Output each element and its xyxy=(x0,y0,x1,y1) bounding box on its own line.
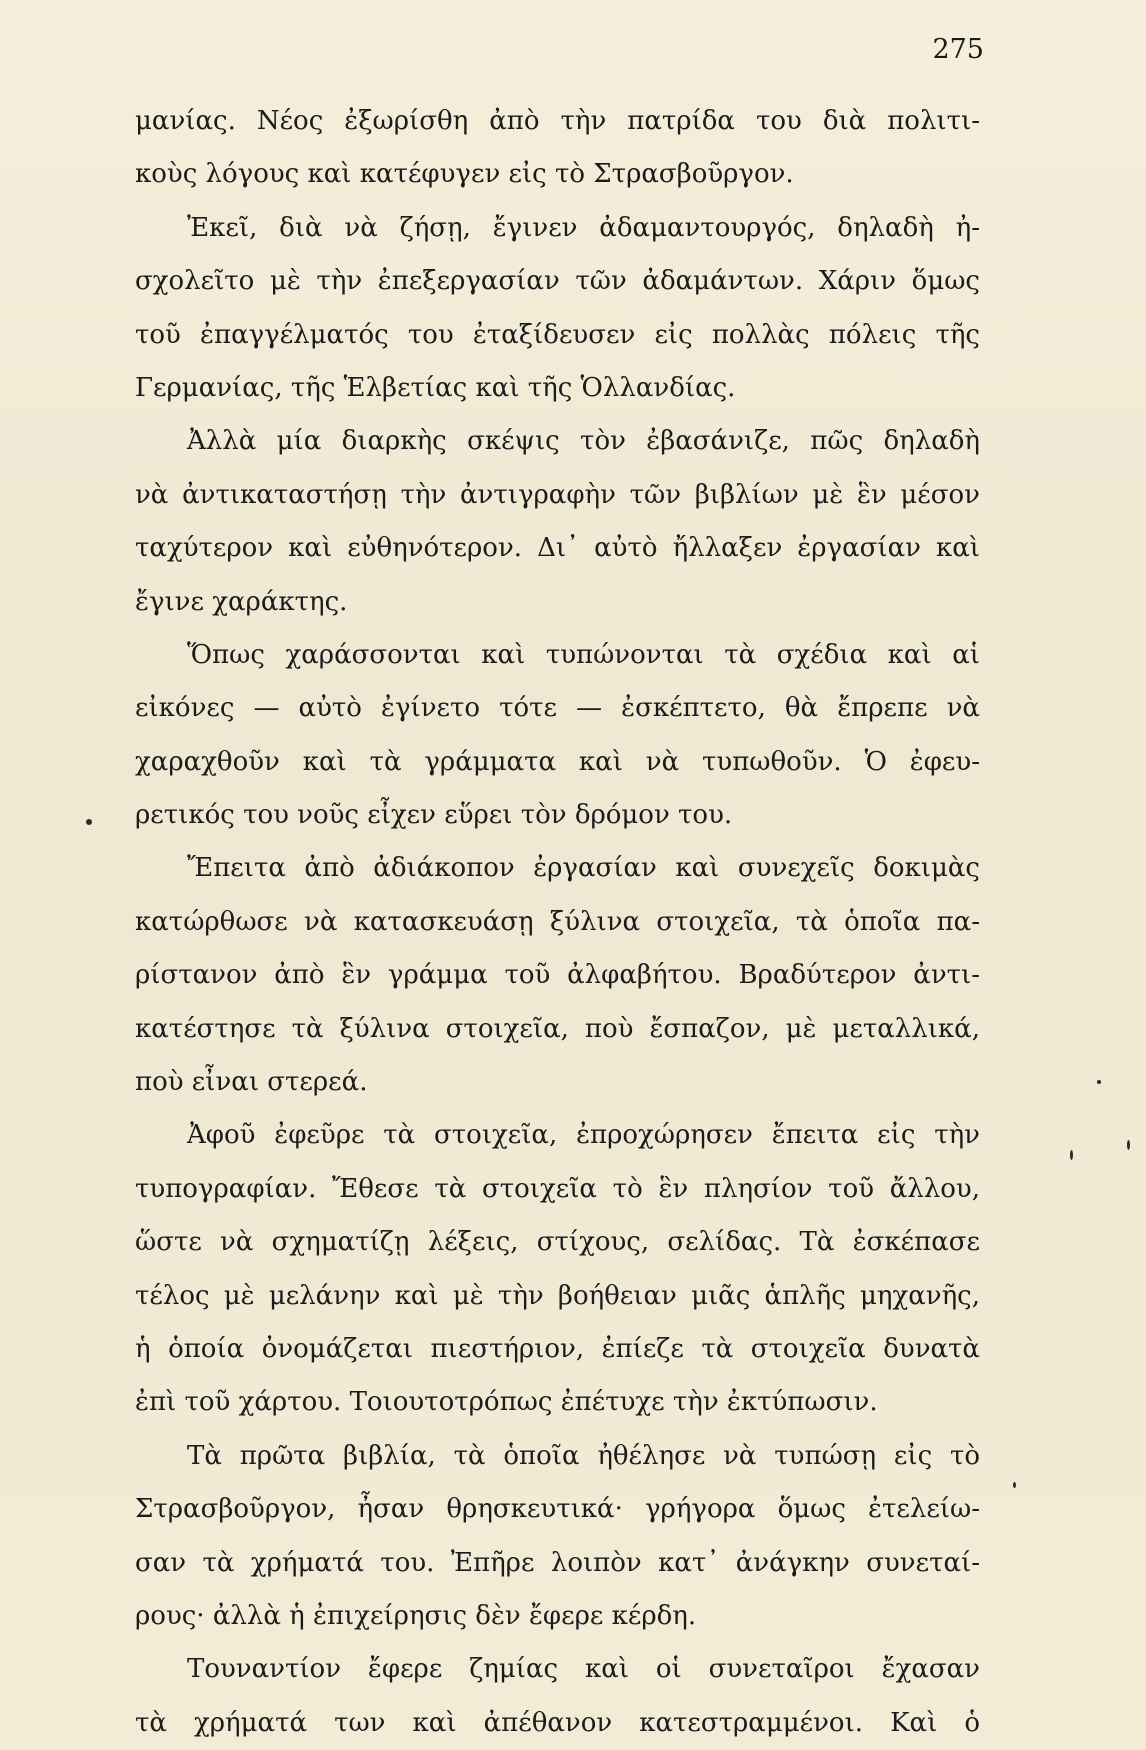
text-line: νὰ ἀντικαταστήσῃ τὴν ἀντιγραφὴν τῶν βιβλίων μὲ ἓν μέσον xyxy=(135,479,980,510)
text-line: Ἔπειτα ἀπὸ ἀδιάκοπον ἐργασίαν καὶ συνεχεῖς δοκιμὰς xyxy=(187,853,980,884)
margin-speck xyxy=(1097,1080,1101,1084)
text-line: τὰ χρήματά των καὶ ἀπέθανον κατεστραμμένοι. Καὶ ὁ xyxy=(135,1707,980,1738)
text-line: Στρασβοῦργον, ἦσαν θρησκευτικά· γρήγορα ὅμως ἐτελείω- xyxy=(135,1494,980,1525)
text-line: Ὅπως χαράσσονται καὶ τυπώνονται τὰ σχέδια καὶ αἱ xyxy=(187,639,980,670)
text-line: Ἐκεῖ, διὰ νὰ ζήσῃ, ἔγινεν ἀδαμαντουργός, δηλαδὴ ἠ- xyxy=(187,212,980,243)
text-line: χαραχθοῦν καὶ τὰ γράμματα καὶ νὰ τυπωθοῦν. Ὁ ἐφευ- xyxy=(135,746,980,777)
text-line: ποὺ εἶναι στερεά. xyxy=(135,1067,368,1098)
margin-speck xyxy=(1070,1150,1073,1160)
margin-speck xyxy=(1127,1140,1130,1150)
text-line: ἔγινε χαράκτης. xyxy=(135,586,348,617)
text-line: ρους· ἀλλὰ ἡ ἐπιχείρησις δὲν ἔφερε κέρδη. xyxy=(135,1600,697,1631)
text-line: ἡ ὁποία ὀνομάζεται πιεστήριον, ἐπίεζε τὰ στοιχεῖα δυνατὰ xyxy=(135,1333,980,1364)
text-line: κατώρθωσε νὰ κατασκευάσῃ ξύλινα στοιχεῖα, τὰ ὁποῖα πα- xyxy=(135,906,980,937)
body-text xyxy=(135,95,980,1750)
text-line: Ἀφοῦ ἐφεῦρε τὰ στοιχεῖα, ἐπροχώρησεν ἔπειτα εἰς τὴν xyxy=(187,1120,980,1151)
text-line: τυπογραφίαν. Ἔθεσε τὰ στοιχεῖα τὸ ἓν πλησίον τοῦ ἄλλου, xyxy=(135,1173,980,1204)
margin-speck xyxy=(1013,1482,1016,1488)
text-line: ρετικός του νοῦς εἶχεν εὕρει τὸν δρόμον του. xyxy=(135,800,733,831)
text-line: κοὺς λόγους καὶ κατέφυγεν εἰς τὸ Στρασβοῦργον. xyxy=(135,159,794,190)
text-line: Ἀλλὰ μία διαρκὴς σκέψις τὸν ἐβασάνιζε, πῶς δηλαδὴ xyxy=(187,426,980,457)
text-line: μανίας. Νέος ἐξωρίσθη ἀπὸ τὴν πατρίδα του διὰ πολιτι- xyxy=(135,106,980,136)
text-line: εἰκόνες — αὐτὸ ἐγίνετο τότε — ἐσκέπτετο, θὰ ἔπρεπε νὰ xyxy=(135,693,980,724)
text-line: σαν τὰ χρήματά του. Ἐπῆρε λοιπὸν κατ᾽ ἀνάγκην συνεταί- xyxy=(135,1547,980,1578)
text-line: ταχύτερον καὶ εὐθηνότερον. Δι᾽ αὐτὸ ἤλλαξεν ἐργασίαν καὶ xyxy=(135,533,980,564)
text-line: Γερμανίας, τῆς Ἑλβετίας καὶ τῆς Ὁλλανδίας. xyxy=(135,372,736,403)
page-number: 275 xyxy=(932,34,984,65)
text-line: Τὰ πρῶτα βιβλία, τὰ ὁποῖα ἠθέλησε νὰ τυπώσῃ εἰς τὸ xyxy=(187,1440,980,1471)
text-line: τέλος μὲ μελάνην καὶ μὲ τὴν βοήθειαν μιᾶς ἁπλῆς μηχανῆς, xyxy=(135,1280,980,1311)
text-line: ἐπὶ τοῦ χάρτου. Τοιουτοτρόπως ἐπέτυχε τὴν ἐκτύπωσιν. xyxy=(135,1387,878,1418)
text-line: κατέστησε τὰ ξύλινα στοιχεῖα, ποὺ ἔσπαζον, μὲ μεταλλικά, xyxy=(135,1013,980,1044)
text-line: ὥστε νὰ σχηματίζῃ λέξεις, στίχους, σελίδας. Τὰ ἐσκέπασε xyxy=(135,1227,980,1258)
margin-speck xyxy=(86,819,92,825)
text-line: Τουναντίον ἔφερε ζημίας καὶ οἱ συνεταῖροι ἔχασαν xyxy=(187,1654,980,1685)
text-line: σχολεῖτο μὲ τὴν ἐπεξεργασίαν τῶν ἀδαμάντων. Χάριν ὅμως xyxy=(135,266,980,297)
text-line: ρίστανον ἀπὸ ἓν γράμμα τοῦ ἀλφαβήτου. Βραδύτερον ἀντι- xyxy=(135,960,980,991)
text-line: τοῦ ἐπαγγέλματός του ἐταξίδευσεν εἰς πολλὰς πόλεις τῆς xyxy=(135,319,980,350)
